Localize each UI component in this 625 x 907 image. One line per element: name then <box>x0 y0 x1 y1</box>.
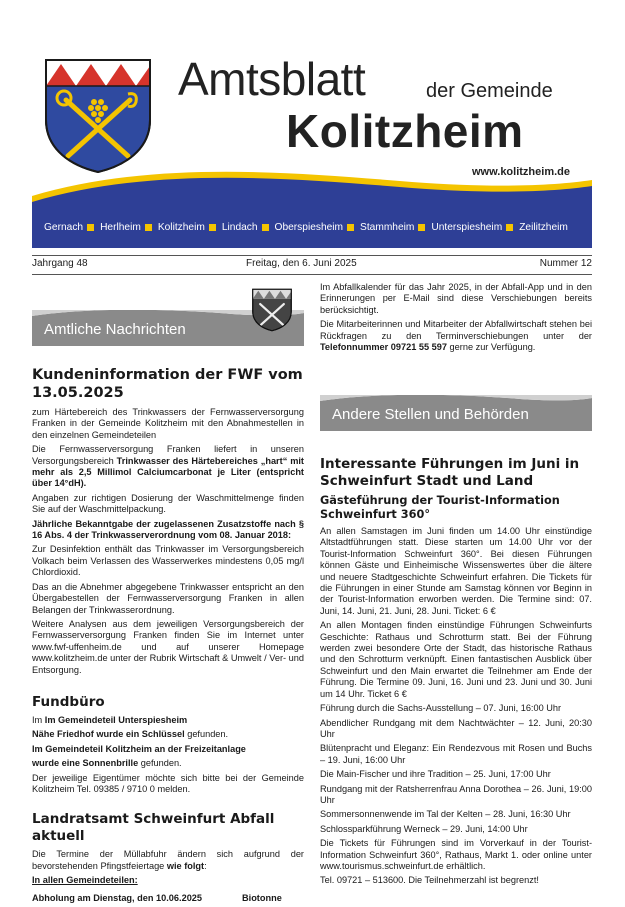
issue-volume: Jahrgang 48 <box>32 258 88 269</box>
tour-item: Rundgang mit der Ratsherrenfrau Anna Dorothea – 26. Juni, 19:00 Uhr <box>320 783 592 805</box>
paragraph: Nähe Friedhof wurde ein Schlüssel gefunden. <box>32 729 229 740</box>
village-item: Kolitzheim <box>157 221 205 233</box>
paragraph: An allen Montagen finden einstündige Führungen Schweinfurts Geschichte: Rathaus und Schrotturm statt. Bei der Führung werden zwei besondere Orte der Stadt, das historische Rathaus und den Schrotturm verknüpft. Einen fantastischen Ausblick über Schweinfurt und den Main erwartet die Teilnehmer am Ende der Führung. Die Termine 09. Juni, 16. Juni und 23. Juni und 30. Juni um 14 Uhr. Ticket 6 € <box>320 620 592 699</box>
masthead-title: Amtsblatt <box>178 53 366 105</box>
paragraph: Im Abfallkalender für das Jahr 2025, in der Abfall-App und in den Erinnerungen per E-Mail sind diese Verschiebungen bereits berücksichtigt. <box>320 282 592 315</box>
village-item: Gernach <box>44 221 84 233</box>
tour-item: Schlossparkführung Werneck – 29. Juni, 14:00 Uhr <box>320 823 528 834</box>
paragraph: wurde eine Sonnenbrille gefunden. <box>32 758 182 769</box>
paragraph: Die Fernwasserversorgung Franken liefert in unseren Versorgungsbereich Trinkwasser des Härtebereiches „hart“ mit mehr als 2,5 Millimol Calciumcarbonat je Liter (entspricht über 14°dH). <box>32 444 304 489</box>
masthead-banner <box>32 170 592 248</box>
tour-item: Die Main-Fischer und ihre Tradition – 25. Juni, 17:00 Uhr <box>320 769 551 780</box>
village-item: Oberspiesheim <box>274 221 344 233</box>
left-column <box>32 366 304 907</box>
paragraph: Im Im Gemeindeteil Unterspiesheim <box>32 714 188 725</box>
right-column <box>320 456 592 890</box>
paragraph: Der jeweilige Eigentümer möchte sich bitte bei der Gemeinde Kolitzheim Tel. 09385 / 9710 0 melden. <box>32 772 304 794</box>
paragraph: Weitere Analysen aus dem jeweiligen Versorgungsbereich der Fernwasserversorgung Franken finden Sie im Internet unter www.fwf-uffenheim.de und auf unserer Homepage www.kolitzheim.de unter der Rubrik Wirtschaft & Umwelt / Ver- und Entsorgung. <box>32 618 304 675</box>
paragraph: Die Mitarbeiterinnen und Mitarbeiter der Abfallwirtschaft stehen bei Rückfragen zu den Terminverschiebungen unter der Telefonnummer 09721 55 597 gerne zur Verfügung. <box>320 319 592 353</box>
tour-item: Die Tickets für Führungen sind im Vorverkauf in der Tourist-Information Schweinfurt 360°, Rathaus, Markt 1. oder online unter www.tourismus.schweinfurt.de erhältlich. <box>320 838 592 871</box>
article-subtitle: Gästeführung der Tourist-Information Schweinfurt 360° <box>320 494 560 521</box>
paragraph: An allen Samstagen im Juni finden um 14.00 Uhr einstündige Altstadtführungen statt. Diese starten um 14.00 Uhr vor der Tourist-Information Schweinfurt 360°. Bei diesen Führungen können Gäste und Einheimische Wissenswertes über die ältere und neuere Stadtgeschichte Schweinfurt erfahren. Die Tickets für die Führungen in einer Stunde am Samstag können vor Beginn in der Tourist-Information erworben werden. Die Termine sind: 07. Juni, 14. Juni, 21. Juni, 28. Juni. Ticket: 6 € <box>320 526 592 616</box>
divider <box>32 274 592 275</box>
municipality-name: Kolitzheim <box>286 105 524 157</box>
tour-item: Abendlicher Rundgang mit dem Nachtwächter – 12. Juni, 20:30 Uhr <box>320 717 592 739</box>
village-item: Stammheim <box>360 221 415 233</box>
bullet-square-icon <box>418 224 425 231</box>
small-crest-icon <box>252 288 292 332</box>
section-title: Andere Stellen und Behörden <box>332 406 529 423</box>
issue-date: Freitag, den 6. Juni 2025 <box>246 258 357 269</box>
paragraph: Die Termine der Müllabfuhr ändern sich aufgrund der bevorstehenden Pfingstfeiertage wie folgt: <box>32 849 304 871</box>
coat-of-arms-crest <box>44 58 152 174</box>
paragraph: zum Härtebereich des Trinkwassers der Fernwasserversorgung Franken in der Gemeinde Kolitzheim mit den Abnahmestellen in den einzelnen Gemeindeteilen <box>32 407 304 440</box>
issue-info <box>32 258 592 272</box>
village-item: Unterspiesheim <box>431 221 503 233</box>
bullet-square-icon <box>209 224 216 231</box>
village-item: Lindach <box>221 221 258 233</box>
article-title: Fundbüro <box>32 693 105 710</box>
right-column-top <box>320 282 592 356</box>
section-title: Amtliche Nachrichten <box>44 321 186 338</box>
tour-item: Führung durch die Sachs-Ausstellung – 07. Juni, 16:00 Uhr <box>320 703 562 714</box>
tour-item: Tel. 09721 – 513600. Die Teilnehmerzahl ist begrenzt! <box>320 875 539 886</box>
village-item: Herlheim <box>100 221 141 233</box>
article-title: Kundeninformation der FWF vom 13.05.2025 <box>32 367 303 401</box>
issue-number: Nummer 12 <box>539 258 592 269</box>
bullet-square-icon <box>87 224 94 231</box>
pickup-row <box>32 893 304 907</box>
bullet-square-icon <box>506 224 513 231</box>
article-title: Interessante Führungen im Juni in Schweinfurt Stadt und Land <box>320 456 580 489</box>
village-item: Zeilitzheim <box>519 221 568 233</box>
paragraph: Im Gemeindeteil Kolitzheim an der Freizeitanlage <box>32 743 246 754</box>
paragraph: Angaben zur richtigen Dosierung der Waschmittelmenge finden Sie auf der Waschmittelpackung. <box>32 492 304 515</box>
paragraph: Jährliche Bekanntgabe der zugelassenen Zusatzstoffe nach § 16 Abs. 4 der Trinkwasserverordnung vom 08. Januar 2018: <box>32 518 304 541</box>
pickup-date: Abholung am Dienstag, den 10.06.2025 <box>32 892 203 903</box>
paragraph: Das an die Abnehmer abgegebene Trinkwasser entspricht an den Übergabestellen der Fernwasserversorgung Franken in allen Belangen der Trinkwasserordnung. <box>32 581 304 615</box>
bullet-square-icon <box>262 224 269 231</box>
article-title: Landratsamt Schweinfurt Abfall aktuell <box>32 811 275 845</box>
section-header-other <box>320 395 592 431</box>
masthead-subtitle: der Gemeinde <box>426 80 553 102</box>
paragraph: Zur Desinfektion enthält das Trinkwasser im Versorgungsbereich Volkach beim Verlassen des Wasserwerkes mindestens 0,05 mg/l Chlordioxid. <box>32 544 304 578</box>
bullet-square-icon <box>145 224 152 231</box>
tour-item: Sommersonnenwende im Tal der Kelten – 28. Juni, 16:30 Uhr <box>320 809 571 820</box>
village-list <box>44 220 592 234</box>
website-link[interactable]: www.kolitzheim.de <box>472 166 570 178</box>
pickup-type: Biotonne <box>242 892 282 903</box>
tour-item: Blütenpracht und Eleganz: Ein Rendezvous mit Rosen und Buchs – 19. Juni, 16:00 Uhr <box>320 743 592 765</box>
paragraph: In allen Gemeindeteilen: <box>32 875 138 886</box>
bullet-square-icon <box>347 224 354 231</box>
divider <box>32 255 592 256</box>
